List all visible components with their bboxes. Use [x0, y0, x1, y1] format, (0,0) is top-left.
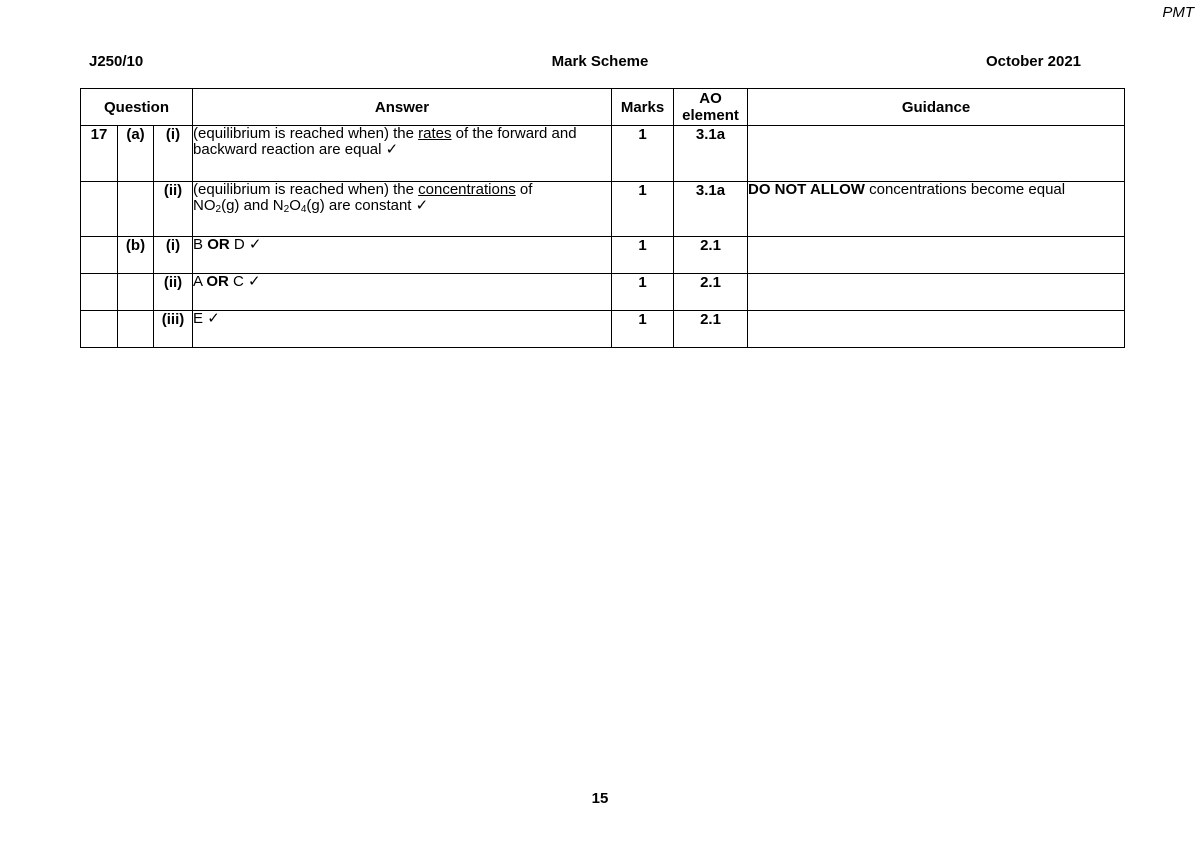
answer-cell	[193, 311, 612, 348]
answer-keyword: OR	[207, 236, 230, 253]
ao-cell: 3.1a	[674, 126, 748, 182]
question-subpart: (ii)	[154, 182, 193, 237]
paper-code: J250/10	[89, 53, 144, 70]
question-subpart: (ii)	[154, 274, 193, 311]
answer-text: B	[193, 236, 208, 253]
answer-header: Answer	[193, 89, 612, 126]
guidance-text: concentrations become equal	[864, 181, 1066, 198]
answer-cell	[193, 182, 612, 237]
marks-cell: 1	[612, 126, 674, 182]
question-part: (b)	[118, 237, 154, 274]
guidance-cell	[748, 237, 1125, 274]
marks-cell: 1	[612, 237, 674, 274]
question-subpart: (i)	[154, 126, 193, 182]
question-subpart: (iii)	[154, 311, 193, 348]
page-number: 15	[591, 790, 609, 807]
question-part	[118, 311, 154, 348]
pmt-watermark: PMT	[1162, 4, 1194, 21]
ao-cell: 2.1	[674, 311, 748, 348]
question-part	[118, 182, 154, 237]
table-row	[81, 182, 1125, 237]
ao-cell: 3.1a	[674, 182, 748, 237]
table-header-row	[81, 89, 1125, 126]
guidance-cell	[748, 126, 1125, 182]
answer-text: D ✓	[229, 236, 262, 253]
guidance-cell	[748, 274, 1125, 311]
formula-no2: $NO_2(g)$ and	[193, 197, 273, 215]
answer-text: A	[193, 273, 207, 290]
question-number	[81, 182, 118, 237]
marks-cell: 1	[612, 274, 674, 311]
answer-text: E ✓	[193, 310, 220, 327]
ao-header-line2: element	[682, 107, 739, 124]
guidance-cell	[748, 311, 1125, 348]
marks-header: Marks	[612, 89, 674, 126]
answer-cell	[193, 274, 612, 311]
ao-header-line1: AO	[699, 90, 722, 107]
question-number	[81, 237, 118, 274]
ao-cell: 2.1	[674, 237, 748, 274]
answer-text: (equilibrium is reached when) the	[193, 125, 419, 142]
table-row	[81, 274, 1125, 311]
guidance-header: Guidance	[748, 89, 1125, 126]
question-number: 17	[81, 126, 118, 182]
formula-n2o4: $N_2O_4(g)$ are constant ✓	[272, 197, 429, 215]
answer-cell	[193, 126, 612, 182]
answer-keyword: concentrations	[418, 181, 516, 198]
ao-element-header	[674, 89, 748, 126]
table-row	[81, 311, 1125, 348]
answer-text: of	[515, 181, 533, 198]
question-part: (a)	[118, 126, 154, 182]
answer-text: C ✓	[228, 273, 261, 290]
question-number	[81, 311, 118, 348]
mark-scheme-table	[80, 88, 1125, 348]
answer-text: of the forward and backward reaction are equal ✓	[193, 125, 577, 158]
answer-keyword: OR	[206, 273, 229, 290]
guidance-emphasis: DO NOT ALLOW	[748, 181, 865, 198]
question-number	[81, 274, 118, 311]
question-header: Question	[81, 89, 193, 126]
document-title: Mark Scheme	[551, 53, 649, 70]
ao-cell: 2.1	[674, 274, 748, 311]
table-row	[81, 126, 1125, 182]
answer-text: (equilibrium is reached when) the	[193, 181, 419, 198]
answer-keyword: rates	[418, 125, 452, 142]
guidance-cell	[748, 182, 1125, 237]
marks-cell: 1	[612, 311, 674, 348]
marks-cell: 1	[612, 182, 674, 237]
exam-date: October 2021	[985, 53, 1081, 70]
question-subpart: (i)	[154, 237, 193, 274]
question-part	[118, 274, 154, 311]
table-row	[81, 237, 1125, 274]
answer-cell	[193, 237, 612, 274]
